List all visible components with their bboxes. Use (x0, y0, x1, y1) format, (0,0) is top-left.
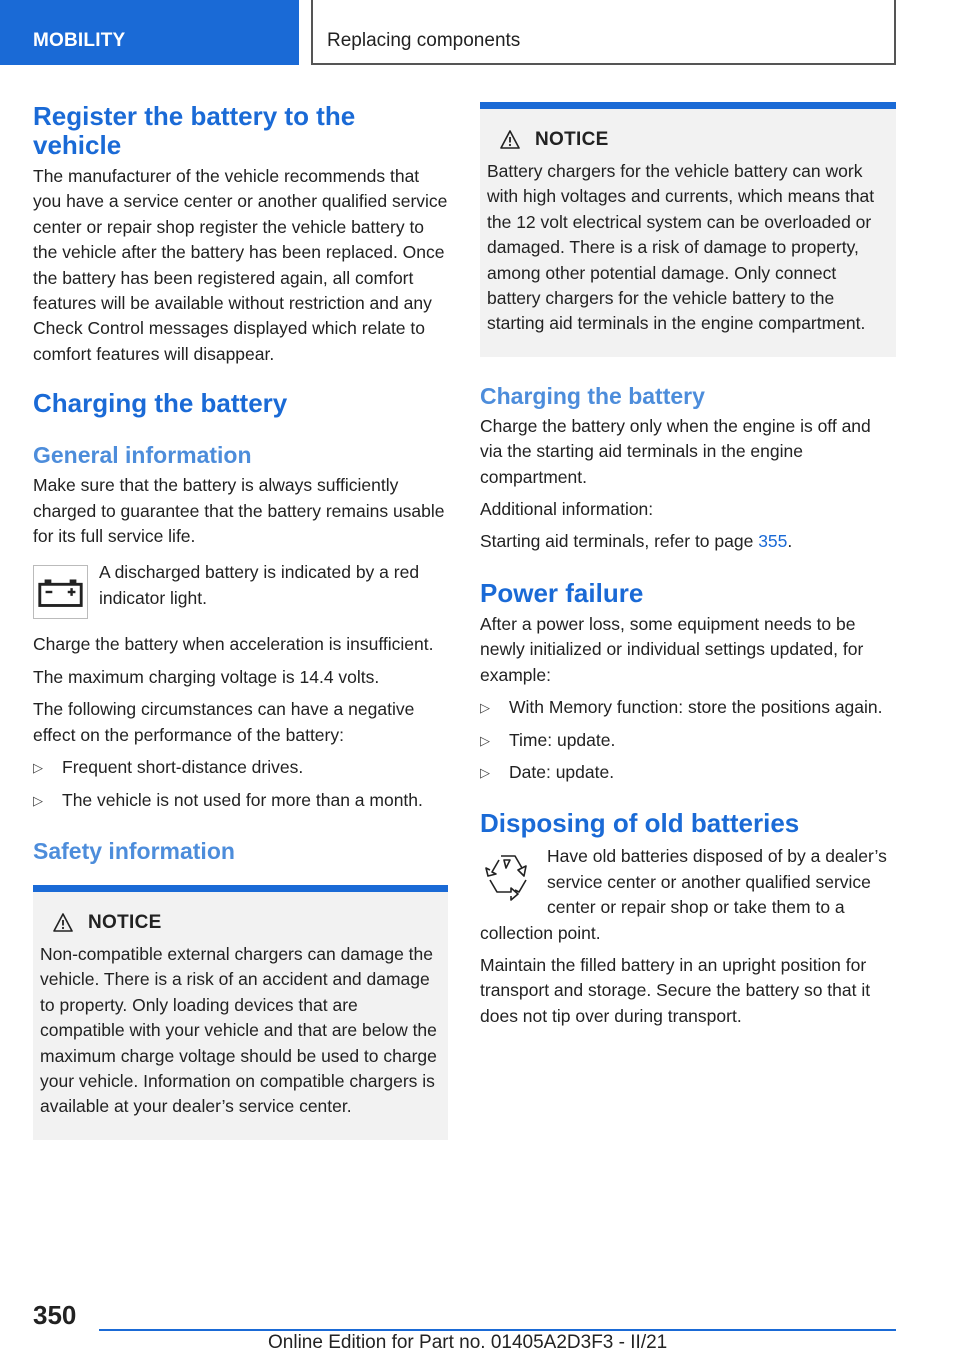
list-item: ▷ The vehicle is not used for more than a month. (33, 788, 448, 813)
general-info-paragraph: Make sure that the battery is always sufficiently charged to guarantee that the battery remains usable for its full service life. (33, 475, 445, 547)
header-topic-label: Replacing components (327, 30, 521, 51)
register-paragraph: The manufacturer of the vehicle recommends that you have a service center or another qualified service center or repair shop register the vehicle battery to the vehicle after the battery has been replaced. Once the battery has been registered again, all comfort features will be available without restriction and any Check Control messages displayed which relate to comfort features will disappear. (33, 166, 448, 364)
notice-paragraph: Battery chargers for the vehicle battery can work with high voltages and currents, which means that the 12 volt electrical system can be overloaded or damaged. There is a risk of damage to property, among other potential damage. Only connect battery chargers for the vehicle battery to the starting aid terminals in the engine compartment. (487, 161, 875, 334)
voltage-paragraph: The maximum charging voltage is 14.4 volts. (33, 666, 380, 687)
footer-edition: Online Edition for Part no. 01405A2D3F3 - II/21 (268, 1332, 668, 1353)
recycle-icon (480, 846, 536, 902)
acceleration-paragraph: Charge the battery when acceleration is insufficient. (33, 634, 434, 655)
list-item: ▷ Time: update. (480, 728, 896, 753)
register-heading: Register the battery to the vehicle (33, 101, 356, 160)
indicator-paragraph: A discharged battery is indicated by a red indicator light. (99, 562, 420, 608)
battery-warning-icon (33, 565, 88, 619)
circumstances-list (33, 755, 448, 813)
warning-triangle-icon (53, 913, 73, 933)
charging-paragraph: Charge the battery only when the engine is off and via the starting aid terminals in the engine compartment. (480, 415, 871, 487)
notice-header (53, 912, 441, 934)
notice-header (500, 129, 889, 151)
notice-label: NOTICE (535, 129, 609, 150)
header-topic-box (311, 0, 896, 65)
disposing-paragraph: Have old batteries disposed of by a dealer’s service center or another qualified service center or repair shop or take them to a collection point. (480, 846, 887, 943)
general-info-heading: General information (33, 442, 252, 469)
power-failure-list (480, 695, 896, 785)
page-number: 350 (33, 1300, 77, 1330)
list-item: ▷ Frequent short-distance drives. (33, 755, 448, 780)
disposing-block (480, 844, 896, 946)
left-column (33, 102, 448, 1140)
footer-rule (99, 1329, 896, 1331)
notice-label: NOTICE (88, 911, 162, 933)
disposing-heading: Disposing of old batteries (480, 808, 800, 839)
reference-text: Starting aid terminals, refer to page (480, 531, 759, 552)
charging-battery-heading: Charging the battery (480, 382, 705, 409)
safety-heading: Safety information (33, 837, 235, 864)
notice-box-voltage (480, 102, 896, 357)
reference-paragraph (480, 529, 896, 554)
list-item: ▷ Date: update. (480, 760, 896, 785)
list-item: ▷ With Memory function: store the positions again. (480, 695, 896, 720)
right-column (480, 102, 896, 1029)
reference-end: . (787, 531, 793, 552)
page-link[interactable]: 355 (758, 531, 788, 552)
notice-box-chargers (33, 885, 448, 1140)
indicator-row (33, 562, 448, 619)
circumstances-paragraph: The following circumstances can have a negative effect on the performance of the battery: (33, 699, 415, 745)
notice-paragraph: Non-compatible external chargers can damage the vehicle. There is a risk of an accident and damage to property. Only loading devices that are compatible with your vehicle and that are below the maximum charge voltage should be used to charge your vehicle. Information on compatible chargers is available at your dealer’s service center. (40, 943, 437, 1117)
header-section-tab (0, 0, 299, 65)
warning-triangle-icon (500, 130, 520, 150)
maintain-paragraph: Maintain the filled battery in an upright position for transport and storage. Secure the battery so that it does not tip over during transport. (480, 954, 871, 1026)
power-failure-heading: Power failure (480, 577, 644, 608)
power-failure-paragraph: After a power loss, some equipment needs to be newly initialized or individual settings updated, for example: (480, 613, 864, 685)
additional-info-label: Additional information: (480, 499, 654, 520)
charging-heading: Charging the battery (33, 388, 288, 419)
header-section-label: MOBILITY (33, 30, 126, 51)
